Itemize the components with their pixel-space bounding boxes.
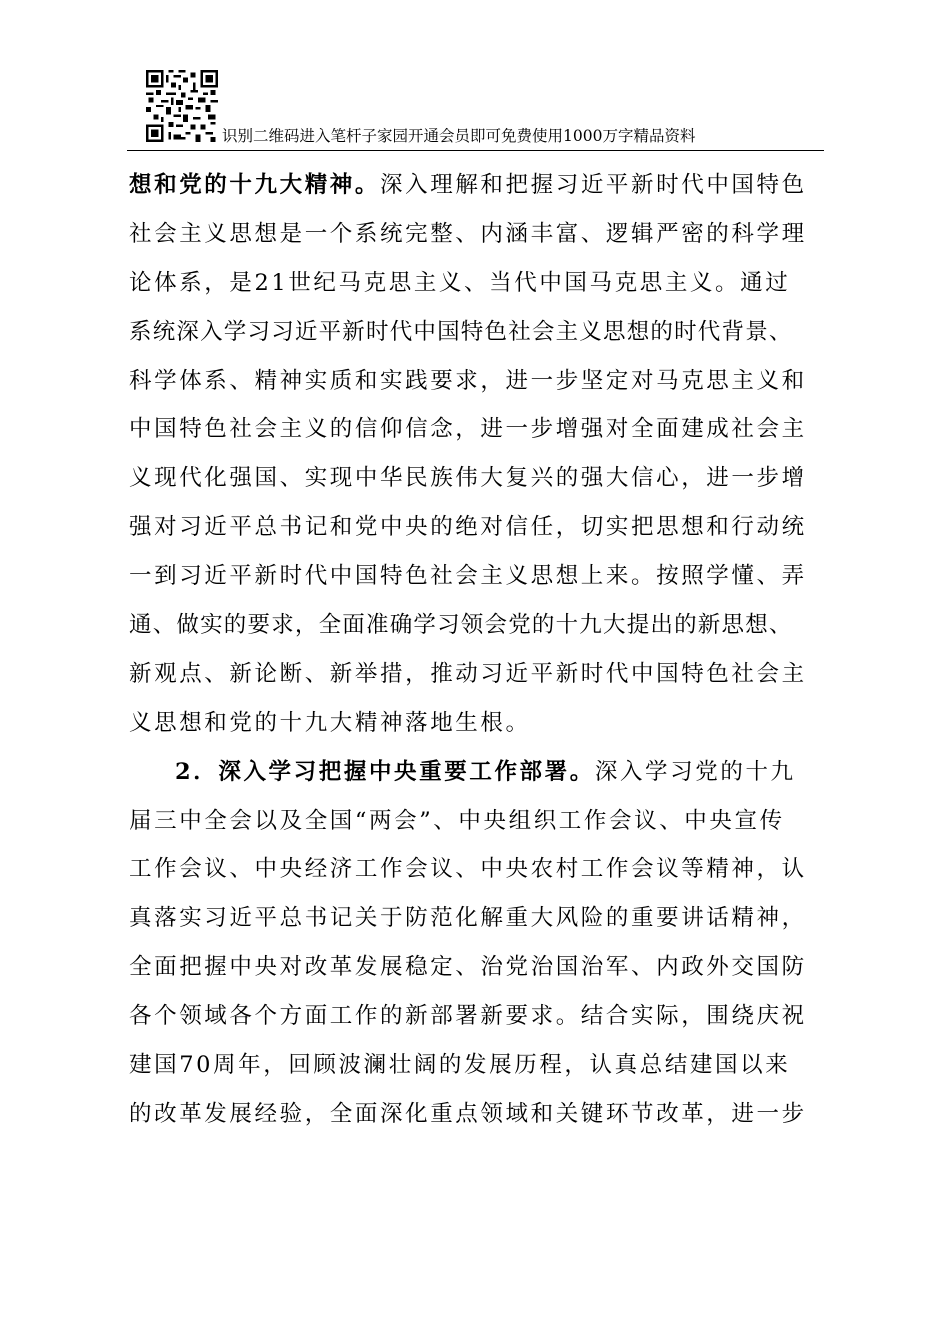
text-run: 科学体系、精神实质和实践要求，进一步坚定对马克思主义和 bbox=[129, 367, 807, 394]
qr-code-icon bbox=[146, 70, 218, 142]
text-run: 通、做实的要求，全面准确学习领会党的十九大提出的新思想、 bbox=[129, 612, 793, 639]
text-line bbox=[129, 161, 829, 210]
text-run: 义现代化强国、实现中华民族伟大复兴的强大信心，进一步增 bbox=[129, 465, 807, 492]
text-run: 社会主义思想是一个系统完整、内涵丰富、逻辑严密的科学理 bbox=[129, 220, 807, 247]
text-line bbox=[129, 1090, 829, 1139]
body-text bbox=[129, 161, 829, 1139]
text-line bbox=[129, 308, 829, 357]
text-run: 建国70周年，回顾波澜壮阔的发展历程，认真总结建国以来 bbox=[129, 1052, 791, 1079]
text-run: 强对习近平总书记和党中央的绝对信任，切实把思想和行动统 bbox=[129, 514, 807, 541]
text-run: 义思想和党的十九大精神落地生根。 bbox=[129, 709, 531, 736]
text-run: 真落实习近平总书记关于防范化解重大风险的重要讲话精神， bbox=[129, 905, 807, 932]
text-run: 深入学习党的十九 bbox=[594, 758, 796, 785]
text-line bbox=[129, 992, 829, 1041]
text-line bbox=[129, 454, 829, 503]
text-line bbox=[129, 405, 829, 454]
text-line bbox=[129, 503, 829, 552]
text-line bbox=[129, 357, 829, 406]
text-run: 论体系，是21世纪马克思主义、当代中国马克思主义。通过 bbox=[129, 269, 791, 296]
text-run: 各个领域各个方面工作的新部署新要求。结合实际，围绕庆祝 bbox=[129, 1003, 807, 1030]
header-rule bbox=[127, 150, 824, 151]
text-line bbox=[129, 210, 829, 259]
text-line bbox=[129, 699, 829, 748]
text-run: 的改革发展经验，全面深化重点领域和关键环节改革，进一步 bbox=[129, 1100, 807, 1127]
text-line bbox=[129, 845, 829, 894]
section-heading: 2．深入学习把握中央重要工作部署。 bbox=[175, 758, 595, 785]
text-line bbox=[129, 552, 829, 601]
text-run: 工作会议、中央经济工作会议、中央农村工作会议等精神，认 bbox=[129, 856, 807, 883]
text-line bbox=[129, 650, 829, 699]
section-heading-line bbox=[129, 748, 829, 797]
text-line bbox=[129, 259, 829, 308]
text-run: 新观点、新论断、新举措，推动习近平新时代中国特色社会主 bbox=[129, 660, 807, 687]
text-run: 中国特色社会主义的信仰信念，进一步增强对全面建成社会主 bbox=[129, 416, 807, 443]
header-note: 识别二维码进入笔杆子家园开通会员即可免费使用1000万字精品资料 bbox=[222, 127, 696, 145]
text-line bbox=[129, 601, 829, 650]
text-run: 系统深入学习习近平新时代中国特色社会主义思想的时代背景、 bbox=[129, 318, 793, 345]
text-line bbox=[129, 894, 829, 943]
text-run: 深入理解和把握习近平新时代中国特色 bbox=[380, 172, 807, 198]
text-line bbox=[129, 943, 829, 992]
text-run: 全面把握中央对改革发展稳定、治党治国治军、内政外交国防 bbox=[129, 954, 807, 981]
text-run: 一到习近平新时代中国特色社会主义思想上来。按照学懂、弄 bbox=[129, 563, 807, 590]
bold-phrase: 想和党的十九大精神。 bbox=[129, 172, 381, 198]
text-line bbox=[129, 797, 829, 846]
text-run: 届三中全会以及全国“两会”、中央组织工作会议、中央宣传 bbox=[129, 807, 785, 834]
text-line bbox=[129, 1041, 829, 1090]
